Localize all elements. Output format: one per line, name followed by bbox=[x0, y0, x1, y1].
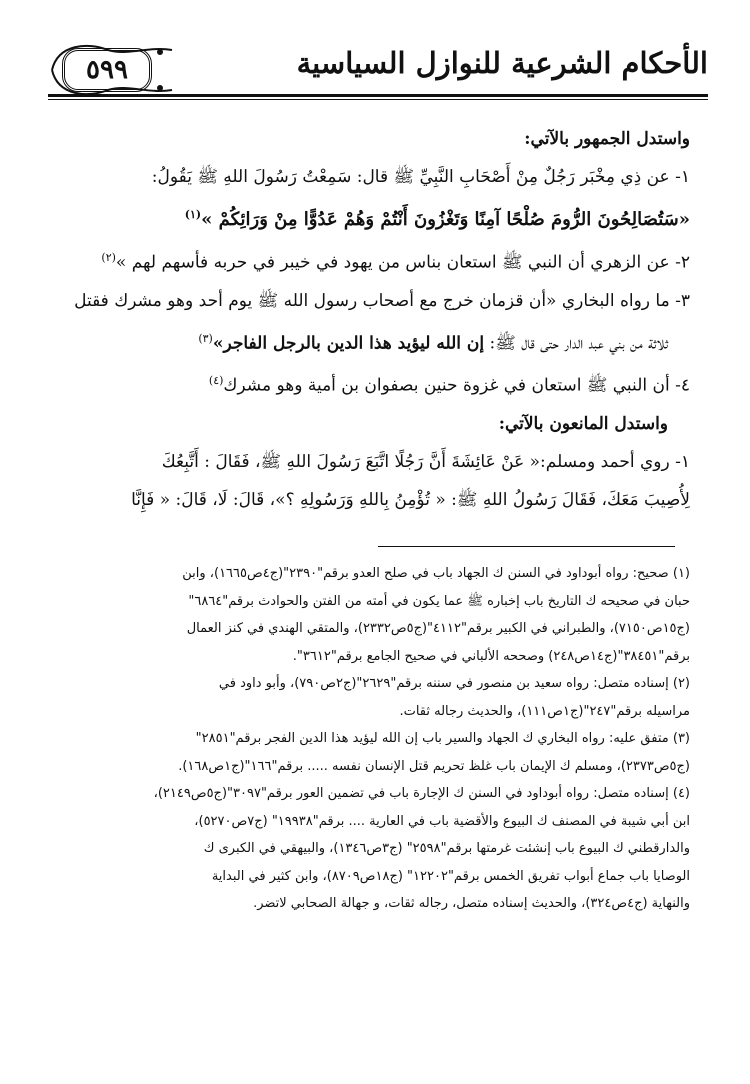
footnote-1-line-4: برقم"٣٨٤٥١"(ج١٤ص٢٤٨) وصححه الألباني في صحيح الجامع برقم"٣٦١٢". bbox=[292, 648, 690, 664]
opponent-evidence-1-line-2: لِأُصِيبَ مَعَكَ، فَقَالَ رَسُولُ اللهِ ﷺ: « تُؤْمِنُ بِاللهِ وَرَسُولِهِ ؟»، قَالَ: لَا، قَالَ: « فَإِنَّا bbox=[131, 489, 690, 510]
evidence-2 bbox=[62, 239, 690, 282]
hadith-quote: «سَتُصَالِحُونَ الرُّومَ صُلْحًا آمِنًا وَتَغْزُونَ أَنْتُمْ وَهُمْ عَدُوًّا مِنْ وَرَائِكُمْ » bbox=[201, 209, 690, 230]
page-header bbox=[48, 40, 708, 102]
footnote-4-line-4: الوصايا باب جماع أبواب تفريق الخمس برقم"١٢٢٠٢" (ج١٨ص٨٧٠٩)، وابن كثير في البداية bbox=[211, 868, 690, 884]
evidence-2-text: ٢- عن الزهري أن النبي ﷺ استعان بناس من يهود في خيبر في حربه فأسهم لهم » bbox=[115, 252, 690, 273]
footnote-ref-1: (١) bbox=[184, 208, 202, 221]
running-title: الأحكام الشرعية للنوازل السياسية bbox=[296, 46, 708, 80]
footnote-separator bbox=[378, 546, 675, 547]
footnote-ref-4: (٤) bbox=[208, 374, 224, 388]
evidence-1-line-2 bbox=[62, 196, 690, 239]
header-rule-thin bbox=[48, 99, 708, 100]
footnote-1-line-1: (١) صحيح: رواه أبوداود في السنن ك الجهاد باب في صلح العدو برقم"٢٣٩٠"(ج٤ص١٦٦٥)، وابن bbox=[182, 566, 690, 581]
page-number-badge bbox=[62, 48, 152, 92]
footnote-3-line-2: (ج٥ص٢٣٧٣)، ومسلم ك الإيمان باب غلظ تحريم قتل الإنسان نفسه ..... برقم"١٦٦"(ج١ص١٦٨). bbox=[178, 758, 690, 774]
footnote-4-line-3: والدارقطني ك البيوع باب إنشئت غرمتها برقم"٢٥٩٨" (ج٣ص١٣٤٦)، والبيهقي في الكبرى ك bbox=[203, 841, 690, 856]
opponent-evidence-1-line-1: ١- روي أحمد ومسلم:« عَنْ عَائِشَةَ أَنَّ رَجُلًا اتَّبَعَ رَسُولَ اللهِ ﷺ، فَقَالَ : أَتَّبِعُكَ bbox=[161, 451, 690, 472]
evidence-3-text: ثلاثة من بني عبد الدار حتى قال ﷺ: bbox=[484, 333, 668, 354]
footnote-4-line-5: والنهاية (ج٤ص٣٢٤)، والحديث إسناده متصل، رجاله ثقات، و جهالة الصحابي لاتضر. bbox=[253, 896, 690, 911]
evidence-3-quote: إن الله ليؤيد هذا الدين بالرجل الفاجر» bbox=[212, 333, 485, 354]
page-number: ٥٩٩ bbox=[86, 55, 128, 85]
evidence-3-line-1: ٣- ما رواه البخاري «أن قزمان خرج مع أصحاب رسول الله ﷺ يوم أحد وهو مشرك فقتل bbox=[74, 290, 690, 311]
footnote-ref-2: (٢) bbox=[101, 251, 116, 264]
footnote-1-line-2: حبان في صحيحه ك التاريخ باب إخباره ﷺ عما يكون في أمته من الفتن والحوادث برقم"٦٨٦٤" bbox=[188, 593, 690, 609]
footnote-1-line-3: (ج١٥ص٧١٥٠)، والطبراني في الكبير برقم"٤١١٢"(ج٥ص٢٣٣٢)، والمتقي الهندي في كنز العمال bbox=[186, 621, 690, 636]
majority-intro: واستدل الجمهور بالآتي: bbox=[524, 129, 690, 149]
opponents-intro: واستدل المانعون بالآتي: bbox=[498, 413, 668, 434]
header-rule bbox=[48, 94, 708, 97]
main-text bbox=[62, 120, 690, 519]
evidence-1-line-1: ١- عن ذِي مِخْبَر رَجُلٌ مِنْ أَصْحَابِ النَّبِيِّ ﷺ قال: سَمِعْتُ رَسُولَ اللهِ ﷺ يَقُولُ: bbox=[151, 167, 690, 187]
footnote-2-line-2: مراسيله برقم"٢٤٧"(ج١ص١١١)، والحديث رجاله ثقات. bbox=[399, 703, 690, 719]
footnote-3-line-1: (٣) متفق عليه: رواه البخاري ك الجهاد والسير باب إن الله ليؤيد هذا الدين الفجر برقم"٢٨٥١" bbox=[195, 731, 690, 746]
evidence-4 bbox=[62, 362, 690, 405]
footnote-2-line-1: (٢) إسناده متصل: رواه سعيد بن منصور في سننه برقم"٢٦٢٩"(ج٢ص٧٩٠)، وأبو داود في bbox=[218, 676, 690, 691]
evidence-3-line-2 bbox=[62, 320, 690, 363]
footnote-4-line-2: ابن أبي شيبة في المصنف ك البيوع والأقضية باب في العارية .... برقم"١٩٩٣٨" (ج٧ص٥٢٧٠)، bbox=[194, 813, 690, 829]
footnotes bbox=[62, 560, 690, 918]
footnote-ref-3: (٣) bbox=[198, 331, 213, 345]
footnote-4-line-1: (٤) إسناده متصل: رواه أبوداود في السنن ك الإجارة باب في تضمين العور برقم"٣٠٩٧"(ج٥ص٢١٤٩)، bbox=[153, 786, 690, 801]
evidence-4-text: ٤- أن النبي ﷺ استعان في غزوة حنين بصفوان بن أمية وهو مشرك bbox=[223, 375, 690, 396]
